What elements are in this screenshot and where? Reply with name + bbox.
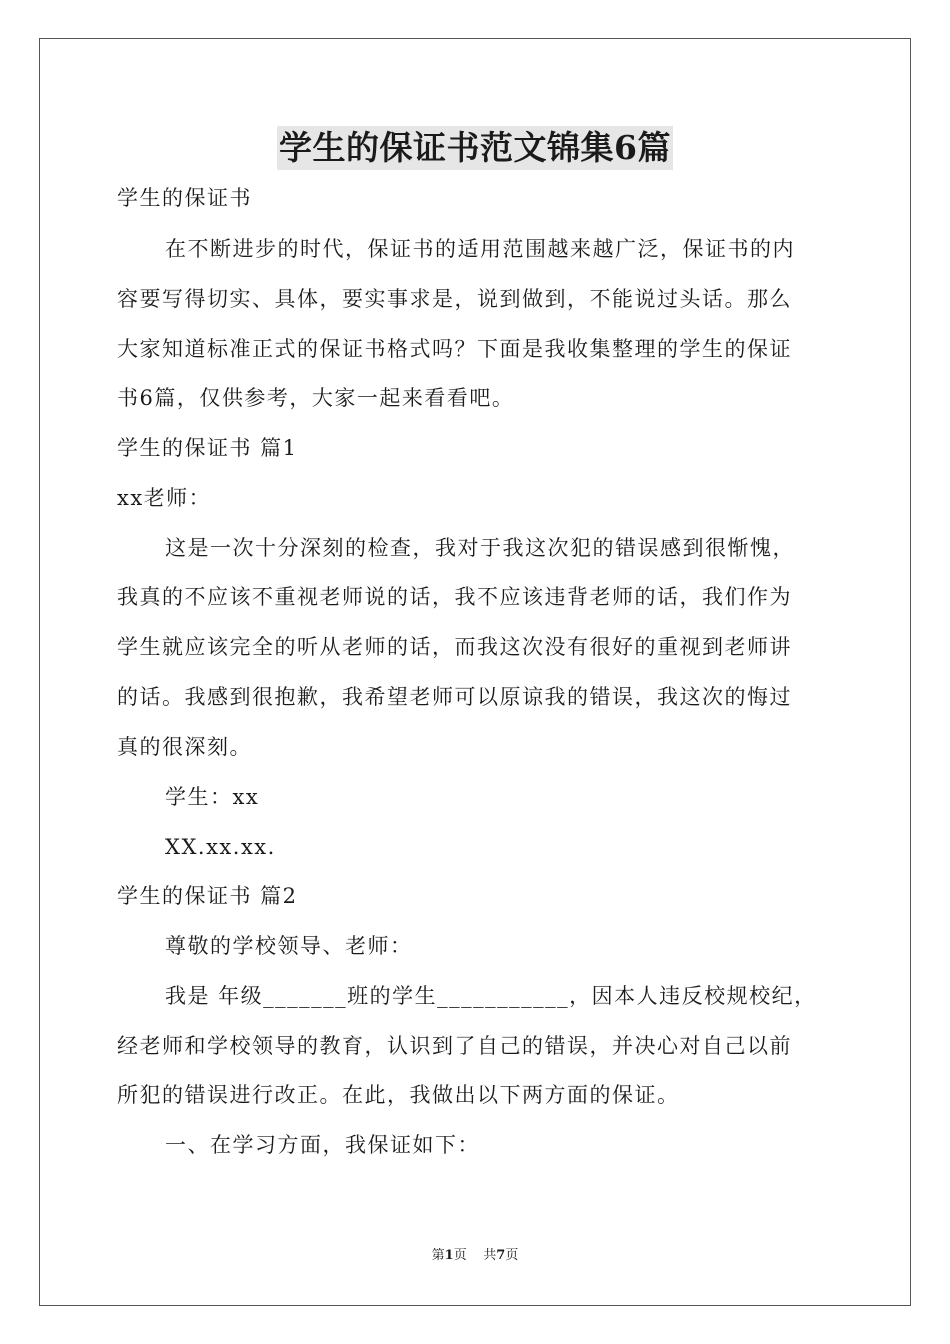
paragraph-line: 我是 年级_______班的学生___________，因本人违反校规校纪， xyxy=(165,984,817,1008)
date-line: XX.xx.xx. xyxy=(165,835,276,859)
section-heading: 学生的保证书 xyxy=(117,186,252,210)
paragraph-line: 书6篇，仅供参考，大家一起来看看吧。 xyxy=(117,386,515,410)
title-container xyxy=(0,126,950,170)
section-heading: 学生的保证书 篇1 xyxy=(117,436,298,460)
page-suffix: 页 xyxy=(453,1248,467,1263)
paragraph-line: 我真的不应该不重视老师说的话，我不应该违背老师的话，我们作为 xyxy=(117,585,792,609)
page-current: 1 xyxy=(444,1248,454,1263)
page-prefix: 第 xyxy=(431,1248,445,1263)
document-title: 学生的保证书范文锦集6篇 xyxy=(277,126,673,170)
paragraph-line: 大家知道标准正式的保证书格式吗？下面是我收集整理的学生的保证 xyxy=(117,337,792,361)
salutation: 尊敬的学校领导、老师： xyxy=(165,934,413,958)
page-footer xyxy=(0,1247,950,1265)
paragraph-line: 经老师和学校领导的教育，认识到了自己的错误，并决心对自己以前 xyxy=(117,1034,792,1058)
paragraph-line: 学生就应该完全的听从老师的话，而我这次没有很好的重视到老师讲 xyxy=(117,635,792,659)
paragraph-line: 容要写得切实、具体，要实事求是，说到做到，不能说过头话。那么 xyxy=(117,287,792,311)
total-prefix: 共 xyxy=(483,1248,497,1263)
signature-line: 学生：xx xyxy=(165,785,260,809)
paragraph-line: 这是一次十分深刻的检查，我对于我这次犯的错误感到很惭愧， xyxy=(165,536,795,560)
page-border xyxy=(39,38,911,1306)
total-pages: 7 xyxy=(496,1248,506,1263)
salutation: xx老师： xyxy=(117,486,212,510)
total-suffix: 页 xyxy=(505,1248,519,1263)
paragraph-line: 的话。我感到很抱歉，我希望老师可以原谅我的错误，我这次的悔过 xyxy=(117,685,792,709)
section-heading: 学生的保证书 篇2 xyxy=(117,884,298,908)
paragraph-line: 所犯的错误进行改正。在此，我做出以下两方面的保证。 xyxy=(117,1083,680,1107)
paragraph-line: 一、在学习方面，我保证如下： xyxy=(165,1133,480,1157)
paragraph-line: 真的很深刻。 xyxy=(117,735,252,759)
paragraph-line: 在不断进步的时代，保证书的适用范围越来越广泛，保证书的内 xyxy=(165,237,795,261)
